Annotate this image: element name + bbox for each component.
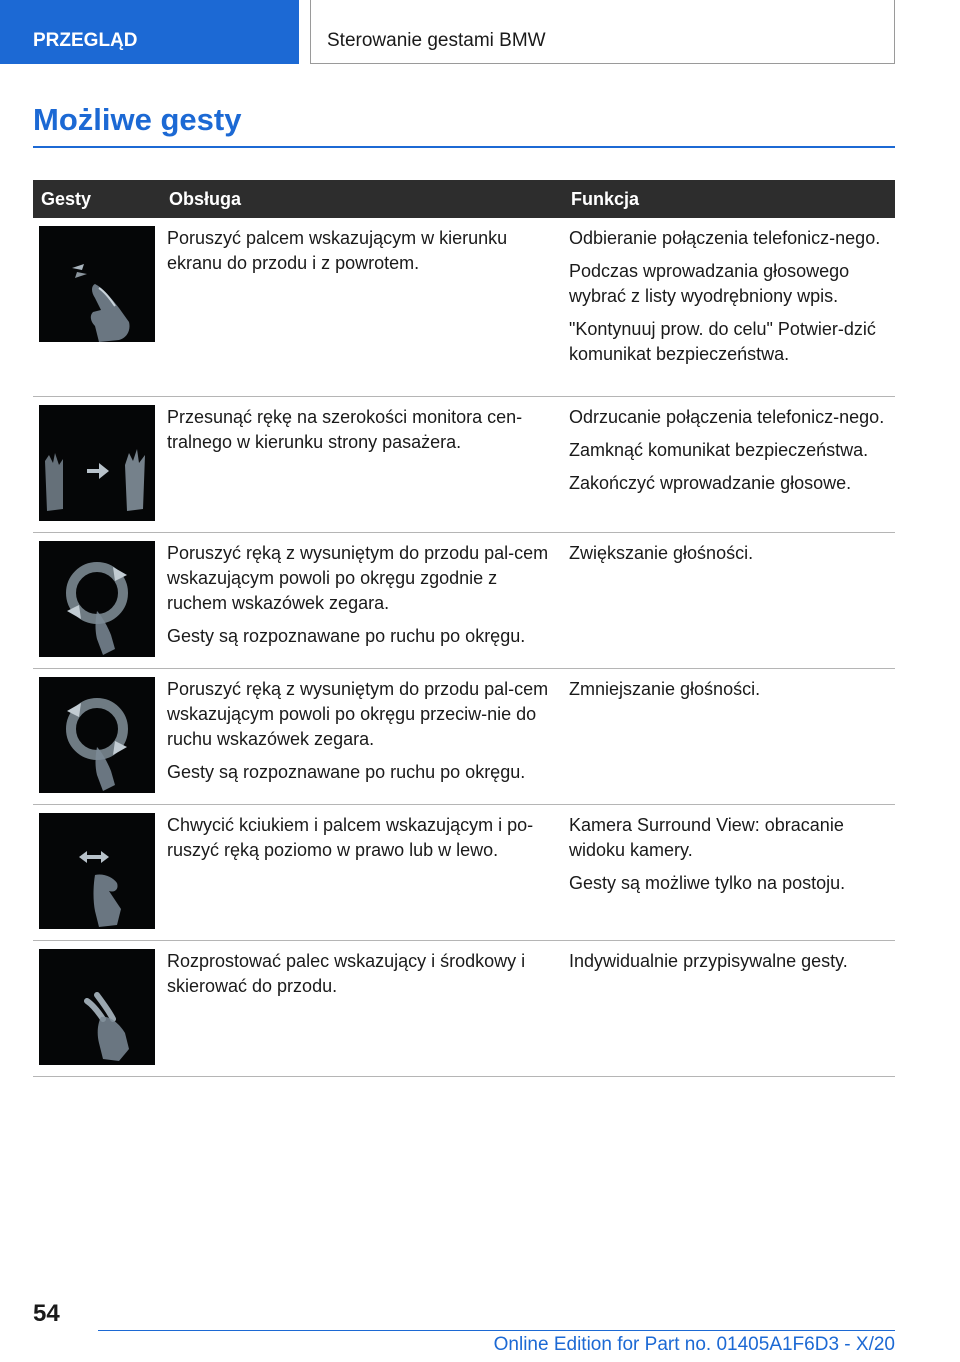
operation-text: Poruszyć palcem wskazującym w kierunku ekranu do przodu i z powrotem. bbox=[167, 228, 508, 273]
function-cell bbox=[563, 396, 895, 532]
table-row bbox=[33, 396, 895, 532]
operation-text: Chwycić kciukiem i palcem wskazującym i po-ruszyć ręką poziomo w prawo lub w lewo. bbox=[167, 814, 534, 860]
column-header-gesture: Gesty bbox=[33, 180, 161, 218]
function-text: Podczas wprowadzania głosowego wybrać z listy wyodrębniony wpis. bbox=[569, 261, 850, 306]
page-title: Możliwe gesty bbox=[33, 102, 242, 137]
function-text: Zakończyć wprowadzanie głosowe. bbox=[569, 472, 852, 493]
pinch-swipe-horizontal-gesture-icon bbox=[39, 813, 155, 929]
gesture-image-cell bbox=[33, 218, 161, 396]
gesture-image-cell bbox=[33, 396, 161, 532]
gesture-image-cell bbox=[33, 804, 161, 940]
table-row bbox=[33, 804, 895, 940]
function-text: Kamera Surround View: obracanie widoku kamery. bbox=[569, 814, 844, 860]
edition-note: Online Edition for Part no. 01405A1F6D3 - X/20 bbox=[493, 1334, 895, 1355]
table-row bbox=[33, 940, 895, 1076]
finger-circle-counterclockwise-gesture-icon bbox=[39, 677, 155, 793]
column-header-function: Funkcja bbox=[563, 180, 895, 218]
operation-text: Przesunąć rękę na szerokości monitora cen-tralnego w kierunku strony pasażera. bbox=[167, 406, 523, 452]
table-row bbox=[33, 532, 895, 668]
hand-swipe-right-gesture-icon bbox=[39, 405, 155, 521]
function-text: Odrzucanie połączenia telefonicz-nego. bbox=[569, 406, 885, 427]
table-header-row bbox=[33, 180, 895, 218]
operation-cell bbox=[161, 218, 563, 396]
column-header-operation: Obsługa bbox=[161, 180, 563, 218]
footer-divider bbox=[98, 1330, 895, 1331]
title-divider bbox=[33, 146, 895, 148]
operation-cell bbox=[161, 396, 563, 532]
operation-cell bbox=[161, 940, 563, 1076]
finger-circle-clockwise-gesture-icon bbox=[39, 541, 155, 657]
page-number: 54 bbox=[33, 1300, 60, 1327]
function-text: Indywidualnie przypisywalne gesty. bbox=[569, 950, 848, 971]
function-text: Odbieranie połączenia telefonicz-nego. bbox=[569, 228, 881, 248]
operation-cell bbox=[161, 804, 563, 940]
operation-text: Poruszyć ręką z wysuniętym do przodu pal-cem wskazującym powoli po okręgu zgodnie z ruchem wskazówek zegara. bbox=[167, 542, 549, 613]
finger-point-forward-back-gesture-icon bbox=[39, 226, 155, 342]
function-cell bbox=[563, 532, 895, 668]
operation-text: Gesty są rozpoznawane po ruchu po okręgu. bbox=[167, 761, 526, 782]
operation-cell bbox=[161, 532, 563, 668]
gesture-image-cell bbox=[33, 940, 161, 1076]
operation-cell bbox=[161, 668, 563, 804]
function-text: Zmniejszanie głośności. bbox=[569, 678, 761, 699]
gesture-image-cell bbox=[33, 668, 161, 804]
function-cell bbox=[563, 668, 895, 804]
function-cell bbox=[563, 804, 895, 940]
table-row bbox=[33, 218, 895, 396]
gesture-image-cell bbox=[33, 532, 161, 668]
function-cell bbox=[563, 218, 895, 396]
operation-text: Rozprostować palec wskazujący i środkowy i skierować do przodu. bbox=[167, 950, 526, 996]
chapter-tab[interactable]: Sterowanie gestami BMW bbox=[310, 0, 895, 64]
function-cell bbox=[563, 940, 895, 1076]
operation-text: Poruszyć ręką z wysuniętym do przodu pal-cem wskazującym powoli po okręgu przeciw-nie do ruchu wskazówek zegara. bbox=[167, 678, 549, 749]
two-fingers-forward-gesture-icon bbox=[39, 949, 155, 1065]
operation-text: Gesty są rozpoznawane po ruchu po okręgu. bbox=[167, 625, 526, 646]
function-text: Zamknąć komunikat bezpieczeństwa. bbox=[569, 439, 869, 460]
table-row bbox=[33, 668, 895, 804]
gesture-table bbox=[33, 180, 895, 1077]
function-text: Zwiększanie głośności. bbox=[569, 542, 754, 563]
function-text: "Kontynuuj prow. do celu" Potwier-dzić komunikat bezpieczeństwa. bbox=[569, 319, 876, 364]
function-text: Gesty są możliwe tylko na postoju. bbox=[569, 872, 846, 893]
section-tab[interactable]: PRZEGLĄD bbox=[0, 0, 299, 64]
